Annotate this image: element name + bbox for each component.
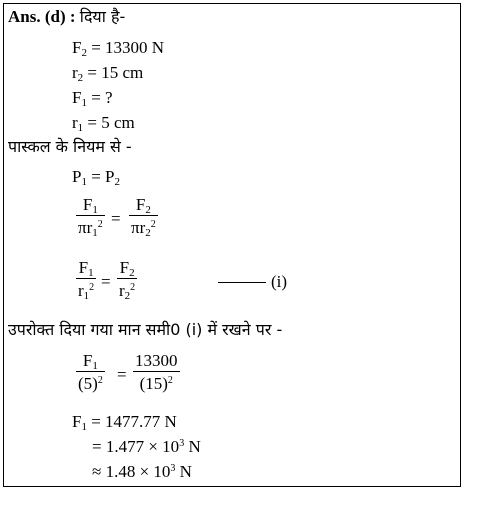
answer-label: Ans. (d) : — [8, 7, 76, 26]
fraction-f2-pir2: $F_2$ $\pi r_2^2$ — [131, 195, 156, 239]
fraction-f1-r1: $F_1$ $r_1^2$ — [78, 258, 95, 302]
pressure-equation: $P_1 = P_2$ — [72, 167, 121, 188]
given-f1: $F_1$ = ? — [72, 88, 113, 109]
equals-sign: = — [111, 209, 121, 228]
given-f2: $F_2 = 13300$ N — [72, 38, 165, 59]
pascal-law-text: पास्कल के नियम से - — [8, 137, 132, 156]
fraction-13300-15sq: 13300 $(15)^2$ — [135, 351, 178, 393]
fraction-f2-r2: $F_2$ $r_2^2$ — [119, 258, 136, 302]
given-r1: $r_1 = 5$ cm — [72, 113, 135, 134]
result-line-1: $F_1 = 1477.77$ N — [72, 412, 177, 433]
equation-leader-line — [218, 282, 266, 283]
fraction-f1-pir1: $F_1$ $\pi r_1^2$ — [78, 195, 103, 239]
result-line-2: = $1.477 \times 10^3$ N — [92, 437, 201, 456]
equals-sign: = — [101, 272, 111, 291]
fraction-f1-5sq: $F_1$ $(5)^2$ — [78, 351, 103, 393]
substitution-text: उपरोक्त दिया गया मान समी0 (i) में रखने पर - — [8, 320, 283, 339]
answer-heading — [8, 8, 125, 25]
result-line-3: ≈ $1.48 \times 10^3$ N — [92, 462, 192, 481]
equals-sign: = — [117, 365, 127, 384]
given-label: दिया है- — [79, 7, 126, 26]
equation-label: (i) — [271, 272, 288, 291]
given-r2: $r_2 = 15$ cm — [72, 63, 144, 84]
